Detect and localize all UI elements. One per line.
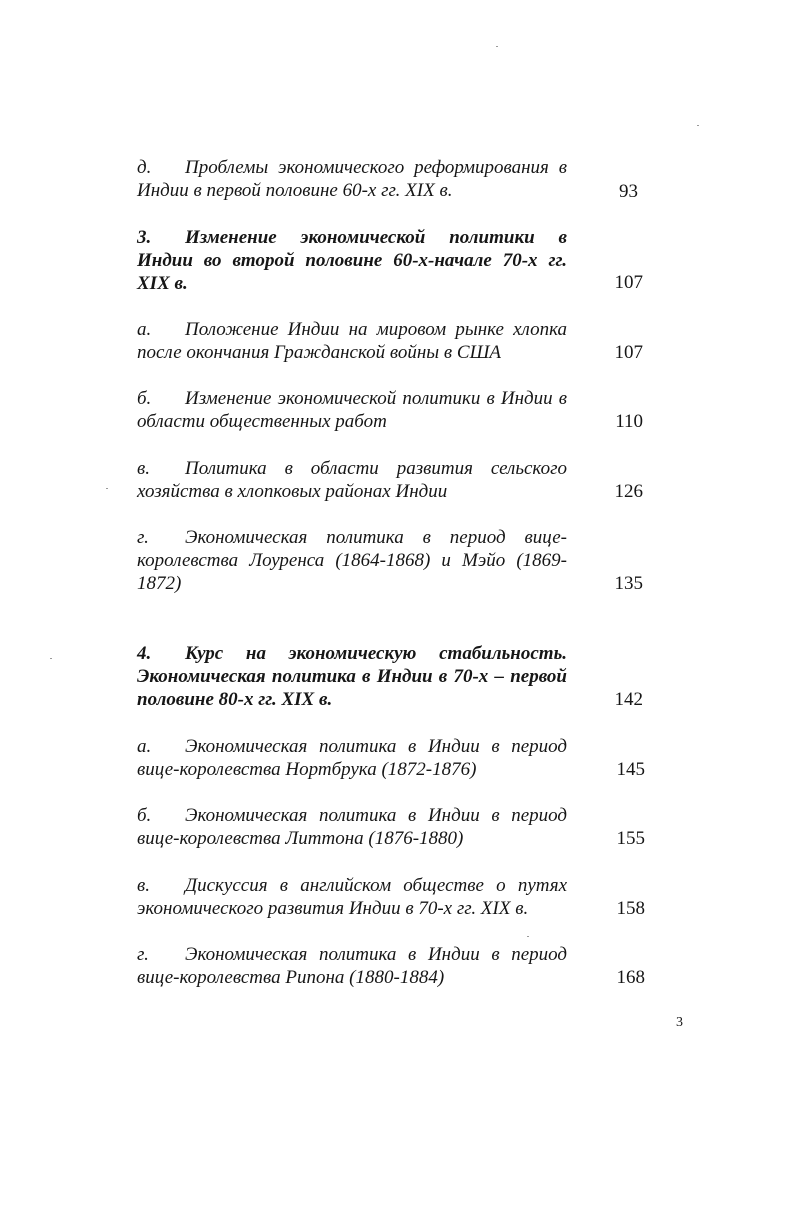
- toc-entry-text: Экономическая политика в период вице-королевства Лоуренса (1864-1868) и Мэйо (1869-1872): [137, 527, 567, 594]
- toc-page-number: 168: [616, 967, 645, 988]
- scan-speck: [106, 488, 108, 489]
- toc-marker: д.: [137, 157, 152, 178]
- toc-marker: а.: [137, 736, 152, 757]
- toc-page-number: 126: [614, 481, 643, 502]
- toc-page-number: 110: [615, 411, 643, 432]
- toc-entry-text: Дискуссия в английском обществе о путях экономического развития Индии в 70-х гг. XIX в.: [137, 875, 567, 919]
- toc-marker: г.: [137, 944, 149, 965]
- toc-entry-text: Политика в области развития сельского хозяйства в хлопковых районах Индии: [137, 458, 567, 502]
- toc-entry-text: Изменение экономической политики в Индии во второй половине 60-х-начале 70-х гг. XIX в.: [137, 227, 567, 294]
- toc-page-number: 145: [616, 759, 645, 780]
- toc-marker: в.: [137, 875, 150, 896]
- toc-entry-g: [137, 943, 567, 989]
- toc-entry-text: Курс на экономическую стабильность. Экономическая политика в Индии в 70-х – первой половине 80-х гг. XIX в.: [137, 643, 567, 710]
- toc-marker: б.: [137, 805, 152, 826]
- toc-entry-a: [137, 735, 567, 781]
- toc-page-number: 142: [614, 689, 643, 710]
- toc-entry-text: Экономическая политика в Индии в период вице-королевства Рипона (1880-1884): [137, 944, 567, 988]
- toc-entry-a: [137, 318, 567, 364]
- toc-entry-text: Изменение экономической политики в Индии в области общественных работ: [137, 388, 567, 432]
- scan-speck: [496, 46, 498, 47]
- scan-speck: [50, 658, 52, 659]
- toc-chapter-4: [137, 642, 567, 711]
- toc-page-number: 107: [614, 342, 643, 363]
- toc-chapter-3: [137, 226, 567, 295]
- toc-entry-d: [137, 156, 567, 202]
- toc-entry-text: Положение Индии на мировом рынке хлопка после окончания Гражданской войны в США: [137, 319, 567, 363]
- toc-entry-v: [137, 874, 567, 920]
- toc-marker: 3.: [137, 227, 152, 248]
- scan-speck: [527, 936, 529, 937]
- scan-speck: [697, 125, 699, 126]
- toc-marker: г.: [137, 527, 149, 548]
- toc-entry-g: [137, 526, 567, 595]
- toc-page-number: 93: [619, 181, 638, 202]
- toc-page-number: 158: [616, 898, 645, 919]
- toc-marker: 4.: [137, 643, 152, 664]
- toc-entry-text: Проблемы экономического реформирования в Индии в первой половине 60-х гг. XIX в.: [137, 157, 567, 201]
- toc-marker: в.: [137, 458, 150, 479]
- toc-entry-text: Экономическая политика в Индии в период вице-королевства Литтона (1876-1880): [137, 805, 567, 849]
- toc-marker: б.: [137, 388, 152, 409]
- toc-page-number: 155: [616, 828, 645, 849]
- toc-marker: а.: [137, 319, 152, 340]
- page-folio: 3: [676, 1015, 683, 1030]
- toc-page-number: 135: [614, 573, 643, 594]
- toc-entry-v: [137, 457, 567, 503]
- toc-entry-text: Экономическая политика в Индии в период вице-королевства Нортбрука (1872-1876): [137, 736, 567, 780]
- toc-page-number: 107: [614, 272, 643, 293]
- toc-entry-b: [137, 804, 567, 850]
- toc-entry-b: [137, 387, 567, 433]
